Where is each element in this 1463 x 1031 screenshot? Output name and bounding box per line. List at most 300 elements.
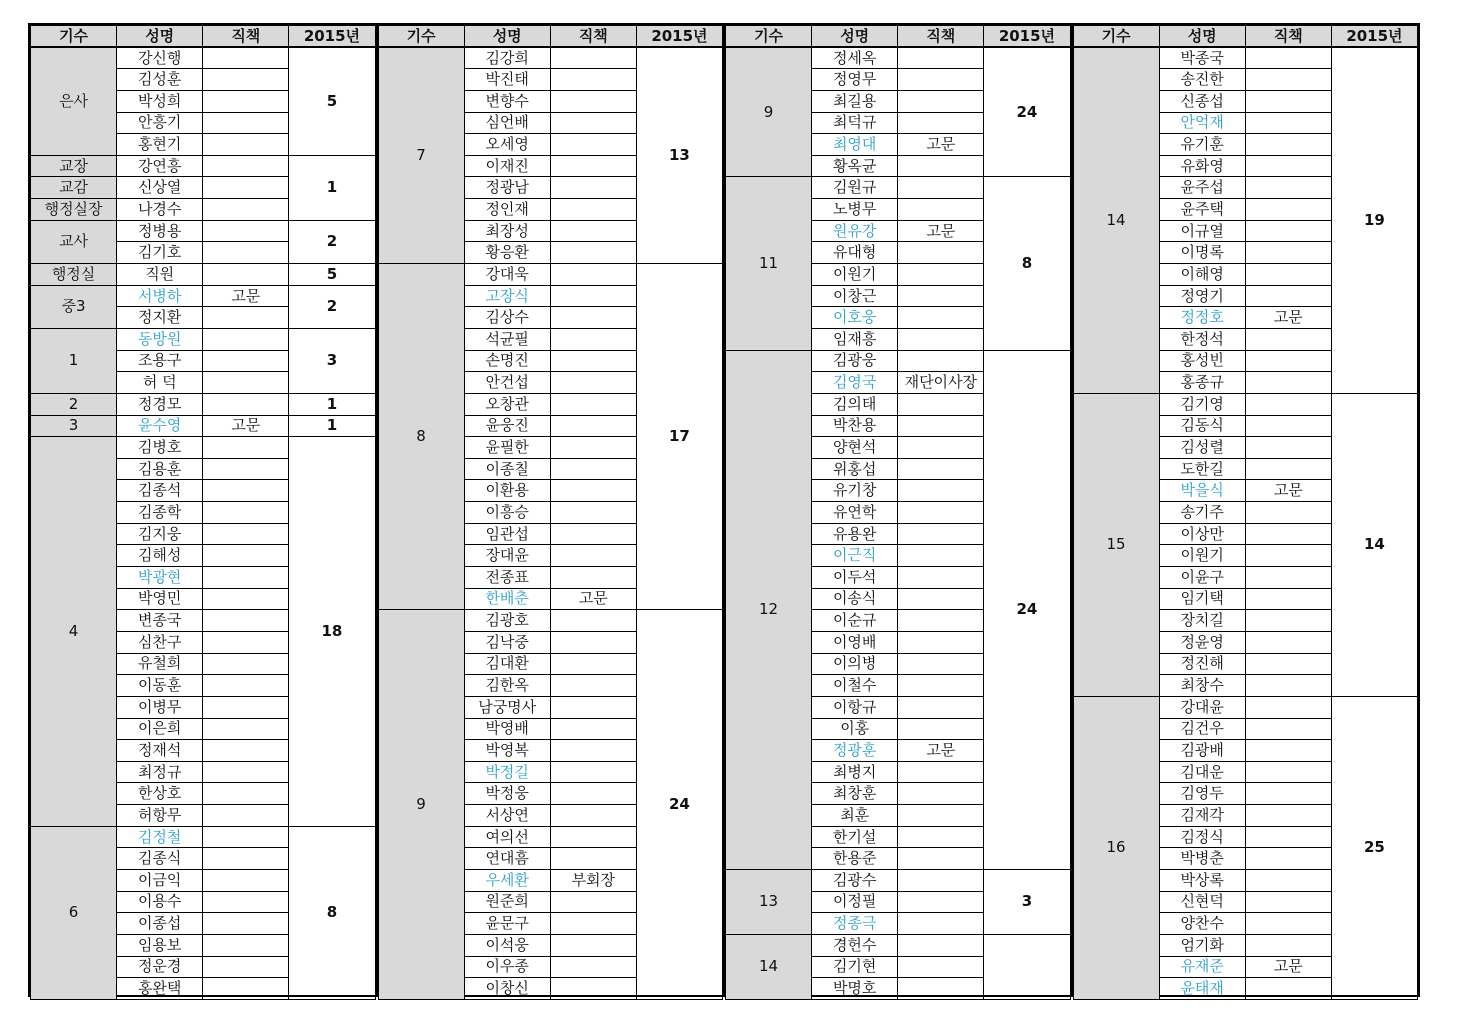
member-name: 이종섭 <box>117 913 203 935</box>
column-header: 2015년 <box>1331 26 1417 48</box>
member-role <box>898 545 984 567</box>
member-name: 박찬용 <box>812 415 898 437</box>
member-role <box>1245 783 1331 805</box>
member-name: 이흥승 <box>464 502 550 524</box>
member-name: 이홍 <box>812 718 898 740</box>
member-name: 정종극 <box>812 913 898 935</box>
member-name: 최덕규 <box>812 112 898 134</box>
column-header: 기수 <box>378 26 464 48</box>
table-row <box>31 220 376 242</box>
member-role <box>898 718 984 740</box>
member-role <box>1245 523 1331 545</box>
member-name: 변종국 <box>117 610 203 632</box>
count-2015: 24 <box>984 47 1070 177</box>
member-role <box>550 848 636 870</box>
member-role <box>550 47 636 69</box>
member-role <box>898 112 984 134</box>
member-name: 유화영 <box>1159 155 1245 177</box>
member-role <box>1245 502 1331 524</box>
count-2015: 8 <box>289 826 375 999</box>
member-role <box>203 199 289 221</box>
member-name: 오창관 <box>464 393 550 415</box>
table-row <box>726 177 1071 199</box>
member-name: 황옥균 <box>812 155 898 177</box>
member-name: 윤주택 <box>1159 199 1245 221</box>
member-name: 김용훈 <box>117 458 203 480</box>
member-name: 허항무 <box>117 805 203 827</box>
member-role <box>1245 826 1331 848</box>
table-row <box>31 328 376 350</box>
member-name: 김한옥 <box>464 675 550 697</box>
member-role <box>898 437 984 459</box>
generation-cell: 행정실 <box>31 264 117 286</box>
member-role: 고문 <box>1245 956 1331 978</box>
member-role <box>550 307 636 329</box>
member-name: 한용준 <box>812 848 898 870</box>
generation-cell: 13 <box>726 869 812 934</box>
member-name: 김동식 <box>1159 415 1245 437</box>
member-role <box>1245 199 1331 221</box>
member-role <box>203 956 289 978</box>
member-role <box>898 826 984 848</box>
member-role <box>898 696 984 718</box>
count-2015: 14 <box>1331 393 1417 696</box>
member-name: 김영국 <box>812 372 898 394</box>
member-name: 김정식 <box>1159 826 1245 848</box>
member-name: 신현덕 <box>1159 891 1245 913</box>
member-name: 정광남 <box>464 177 550 199</box>
member-role <box>203 740 289 762</box>
member-role <box>898 653 984 675</box>
member-role <box>203 307 289 329</box>
member-role <box>1245 372 1331 394</box>
generation-cell: 3 <box>31 415 117 437</box>
generation-cell: 은사 <box>31 47 117 155</box>
member-name: 박영배 <box>464 718 550 740</box>
member-role <box>203 869 289 891</box>
member-role <box>898 47 984 69</box>
table-row <box>378 264 723 286</box>
member-name: 김건우 <box>1159 718 1245 740</box>
table-row <box>726 869 1071 891</box>
member-name: 김광웅 <box>812 350 898 372</box>
member-role <box>898 848 984 870</box>
member-name: 임관섭 <box>464 523 550 545</box>
member-role <box>203 372 289 394</box>
member-role <box>1245 90 1331 112</box>
member-role: 고문 <box>1245 307 1331 329</box>
member-name: 김원규 <box>812 177 898 199</box>
member-role <box>1245 155 1331 177</box>
member-name: 한배춘 <box>464 588 550 610</box>
member-name: 이병무 <box>117 696 203 718</box>
member-name: 손명진 <box>464 350 550 372</box>
generation-cell: 2 <box>31 393 117 415</box>
generation-cell: 중3 <box>31 285 117 328</box>
member-role <box>550 480 636 502</box>
member-role <box>1245 415 1331 437</box>
member-name: 박영민 <box>117 588 203 610</box>
member-name: 유대형 <box>812 242 898 264</box>
member-name: 김재각 <box>1159 805 1245 827</box>
member-name: 안건섭 <box>464 372 550 394</box>
member-role <box>1245 610 1331 632</box>
member-role <box>550 242 636 264</box>
roster-table <box>378 25 724 1000</box>
member-name: 임기택 <box>1159 588 1245 610</box>
member-role <box>203 350 289 372</box>
member-role <box>1245 177 1331 199</box>
member-role <box>550 523 636 545</box>
member-role <box>203 610 289 632</box>
member-role <box>898 242 984 264</box>
member-role <box>203 393 289 415</box>
member-name: 정운경 <box>117 956 203 978</box>
member-role <box>898 350 984 372</box>
member-role <box>203 437 289 459</box>
roster-table <box>725 25 1071 1000</box>
member-name: 윤주섭 <box>1159 177 1245 199</box>
member-name: 박광현 <box>117 567 203 589</box>
member-name: 김강희 <box>464 47 550 69</box>
member-name: 직원 <box>117 264 203 286</box>
roster-table <box>1073 25 1419 1000</box>
member-name: 송진한 <box>1159 69 1245 91</box>
member-role <box>898 978 984 1000</box>
member-role <box>550 567 636 589</box>
member-name: 김종식 <box>117 848 203 870</box>
table-row <box>31 393 376 415</box>
member-name: 한기설 <box>812 826 898 848</box>
member-name: 우세환 <box>464 869 550 891</box>
header-row <box>1073 26 1418 48</box>
member-role <box>1245 761 1331 783</box>
member-name: 이동훈 <box>117 675 203 697</box>
member-role <box>550 913 636 935</box>
table-row <box>31 415 376 437</box>
member-name: 박성희 <box>117 90 203 112</box>
column-header: 2015년 <box>636 26 722 48</box>
member-name: 정광훈 <box>812 740 898 762</box>
member-role <box>550 350 636 372</box>
member-role <box>203 69 289 91</box>
member-role <box>898 69 984 91</box>
member-name: 이환용 <box>464 480 550 502</box>
member-name: 조용구 <box>117 350 203 372</box>
member-role <box>1245 848 1331 870</box>
generation-cell: 12 <box>726 350 812 869</box>
header-row <box>726 26 1071 48</box>
member-role <box>1245 545 1331 567</box>
member-name: 이석웅 <box>464 934 550 956</box>
member-name: 김광수 <box>812 869 898 891</box>
member-role <box>203 264 289 286</box>
member-name: 홍종규 <box>1159 372 1245 394</box>
member-role <box>898 588 984 610</box>
member-name: 김영두 <box>1159 783 1245 805</box>
member-name: 이원기 <box>1159 545 1245 567</box>
member-name: 심언배 <box>464 112 550 134</box>
table-row <box>31 264 376 286</box>
count-2015: 25 <box>1331 696 1417 999</box>
member-name: 이근직 <box>812 545 898 567</box>
member-role: 고문 <box>898 740 984 762</box>
column-header: 기수 <box>31 26 117 48</box>
member-role <box>898 869 984 891</box>
member-name: 정영무 <box>812 69 898 91</box>
roster-panel-3 <box>723 25 1071 995</box>
member-role <box>203 934 289 956</box>
member-name: 장대윤 <box>464 545 550 567</box>
member-name: 홍완택 <box>117 978 203 1000</box>
member-name: 홍현기 <box>117 134 203 156</box>
member-name: 이항규 <box>812 696 898 718</box>
roster-panel-2 <box>376 25 724 995</box>
member-name: 이창신 <box>464 978 550 1000</box>
member-role <box>898 264 984 286</box>
member-role <box>898 631 984 653</box>
member-name: 신종섭 <box>1159 90 1245 112</box>
member-role <box>203 783 289 805</box>
member-name: 강대윤 <box>1159 696 1245 718</box>
member-name: 박영복 <box>464 740 550 762</box>
member-role <box>203 112 289 134</box>
member-role <box>1245 696 1331 718</box>
member-role <box>898 199 984 221</box>
member-name: 이의병 <box>812 653 898 675</box>
member-name: 정재석 <box>117 740 203 762</box>
member-role <box>203 134 289 156</box>
member-role <box>203 328 289 350</box>
member-role <box>898 610 984 632</box>
member-name: 윤웅진 <box>464 415 550 437</box>
member-role <box>1245 69 1331 91</box>
member-name: 정병용 <box>117 220 203 242</box>
member-name: 원준희 <box>464 891 550 913</box>
member-name: 홍성빈 <box>1159 350 1245 372</box>
member-role <box>1245 588 1331 610</box>
member-role <box>1245 934 1331 956</box>
member-role <box>203 458 289 480</box>
count-2015: 17 <box>636 264 722 610</box>
member-name: 임용보 <box>117 934 203 956</box>
member-role <box>550 437 636 459</box>
member-name: 안흥기 <box>117 112 203 134</box>
member-role <box>203 675 289 697</box>
generation-cell: 교감 <box>31 177 117 199</box>
member-name: 엄기화 <box>1159 934 1245 956</box>
member-name: 김해성 <box>117 545 203 567</box>
member-name: 이재진 <box>464 155 550 177</box>
member-role <box>203 155 289 177</box>
member-name: 박명호 <box>812 978 898 1000</box>
member-role <box>898 307 984 329</box>
member-role <box>203 913 289 935</box>
member-name: 박상록 <box>1159 869 1245 891</box>
member-role <box>203 805 289 827</box>
member-name: 연대흠 <box>464 848 550 870</box>
member-name: 이은희 <box>117 718 203 740</box>
member-name: 한정석 <box>1159 328 1245 350</box>
member-role <box>1245 393 1331 415</box>
member-role <box>550 458 636 480</box>
member-role <box>550 610 636 632</box>
member-name: 이규열 <box>1159 220 1245 242</box>
member-role <box>203 826 289 848</box>
column-header: 성명 <box>464 26 550 48</box>
member-name: 정인재 <box>464 199 550 221</box>
table-row <box>1073 696 1418 718</box>
member-name: 정정호 <box>1159 307 1245 329</box>
member-role <box>203 90 289 112</box>
member-role <box>550 718 636 740</box>
member-role <box>550 112 636 134</box>
member-name: 김성훈 <box>117 69 203 91</box>
member-role <box>898 891 984 913</box>
roster-panel-1 <box>30 25 376 995</box>
generation-cell: 15 <box>1073 393 1159 696</box>
member-name: 김낙중 <box>464 631 550 653</box>
roster-panel-4 <box>1071 25 1419 995</box>
member-name: 강대욱 <box>464 264 550 286</box>
member-name: 유기훈 <box>1159 134 1245 156</box>
roster-sheet <box>28 23 1420 997</box>
column-header: 성명 <box>1159 26 1245 48</box>
member-name: 최창수 <box>1159 675 1245 697</box>
column-header: 직책 <box>898 26 984 48</box>
member-name: 양찬수 <box>1159 913 1245 935</box>
member-name: 유기창 <box>812 480 898 502</box>
member-role <box>1245 913 1331 935</box>
member-name: 이금익 <box>117 869 203 891</box>
member-name: 이영배 <box>812 631 898 653</box>
member-name: 김대환 <box>464 653 550 675</box>
member-role <box>550 502 636 524</box>
generation-cell: 7 <box>378 47 464 263</box>
member-name: 이원기 <box>812 264 898 286</box>
member-role <box>898 675 984 697</box>
member-role <box>898 567 984 589</box>
member-role <box>1245 458 1331 480</box>
member-name: 정진해 <box>1159 653 1245 675</box>
member-role <box>898 393 984 415</box>
member-name: 서병하 <box>117 285 203 307</box>
member-name: 이해영 <box>1159 264 1245 286</box>
member-role <box>1245 675 1331 697</box>
member-role <box>550 805 636 827</box>
count-2015: 1 <box>289 393 375 415</box>
column-header: 직책 <box>203 26 289 48</box>
member-name: 양현석 <box>812 437 898 459</box>
member-name: 전종표 <box>464 567 550 589</box>
member-role <box>898 90 984 112</box>
member-role: 고문 <box>898 134 984 156</box>
roster-table <box>30 25 376 1000</box>
member-name: 고장식 <box>464 285 550 307</box>
member-role <box>550 199 636 221</box>
member-name: 강연흥 <box>117 155 203 177</box>
column-header: 성명 <box>117 26 203 48</box>
member-role <box>1245 220 1331 242</box>
table-row <box>31 155 376 177</box>
member-role <box>898 285 984 307</box>
table-row <box>31 47 376 69</box>
generation-cell: 4 <box>31 437 117 827</box>
member-role <box>1245 978 1331 1000</box>
member-role <box>550 783 636 805</box>
member-role <box>1245 112 1331 134</box>
member-role <box>550 740 636 762</box>
member-name: 김지웅 <box>117 523 203 545</box>
member-role <box>203 978 289 1000</box>
count-2015: 5 <box>289 264 375 286</box>
member-role <box>203 891 289 913</box>
member-role <box>1245 567 1331 589</box>
member-name: 장치길 <box>1159 610 1245 632</box>
member-role <box>1245 328 1331 350</box>
member-name: 위홍섭 <box>812 458 898 480</box>
member-role <box>550 177 636 199</box>
generation-cell: 8 <box>378 264 464 610</box>
table-row <box>31 437 376 459</box>
generation-cell: 14 <box>1073 47 1159 393</box>
member-name: 김의태 <box>812 393 898 415</box>
member-name: 윤태재 <box>1159 978 1245 1000</box>
member-name: 정윤영 <box>1159 631 1245 653</box>
generation-cell: 16 <box>1073 696 1159 999</box>
member-role <box>550 826 636 848</box>
member-role <box>898 761 984 783</box>
member-role <box>203 502 289 524</box>
member-name: 최병지 <box>812 761 898 783</box>
member-role <box>898 783 984 805</box>
member-name: 김광호 <box>464 610 550 632</box>
member-name: 황응환 <box>464 242 550 264</box>
member-name: 서상연 <box>464 805 550 827</box>
count-2015: 3 <box>984 869 1070 934</box>
member-name: 유철희 <box>117 653 203 675</box>
member-name: 변향수 <box>464 90 550 112</box>
member-role <box>1245 350 1331 372</box>
member-name: 박종국 <box>1159 47 1245 69</box>
count-2015 <box>984 934 1070 999</box>
member-name: 이종칠 <box>464 458 550 480</box>
member-role <box>1245 805 1331 827</box>
member-role <box>550 545 636 567</box>
member-name: 이송식 <box>812 588 898 610</box>
member-role <box>203 567 289 589</box>
count-2015: 1 <box>289 155 375 220</box>
member-name: 김상수 <box>464 307 550 329</box>
member-role: 고문 <box>550 588 636 610</box>
member-name: 허 덕 <box>117 372 203 394</box>
member-role <box>1245 264 1331 286</box>
member-role <box>550 415 636 437</box>
member-name: 남궁명사 <box>464 696 550 718</box>
member-name: 임재흥 <box>812 328 898 350</box>
member-role <box>550 285 636 307</box>
member-name: 이순규 <box>812 610 898 632</box>
member-name: 이용수 <box>117 891 203 913</box>
column-header: 성명 <box>812 26 898 48</box>
member-role <box>203 761 289 783</box>
generation-cell: 교사 <box>31 220 117 263</box>
member-name: 김종석 <box>117 480 203 502</box>
member-role <box>1245 437 1331 459</box>
member-name: 원유강 <box>812 220 898 242</box>
count-2015: 18 <box>289 437 375 827</box>
generation-cell: 교장 <box>31 155 117 177</box>
